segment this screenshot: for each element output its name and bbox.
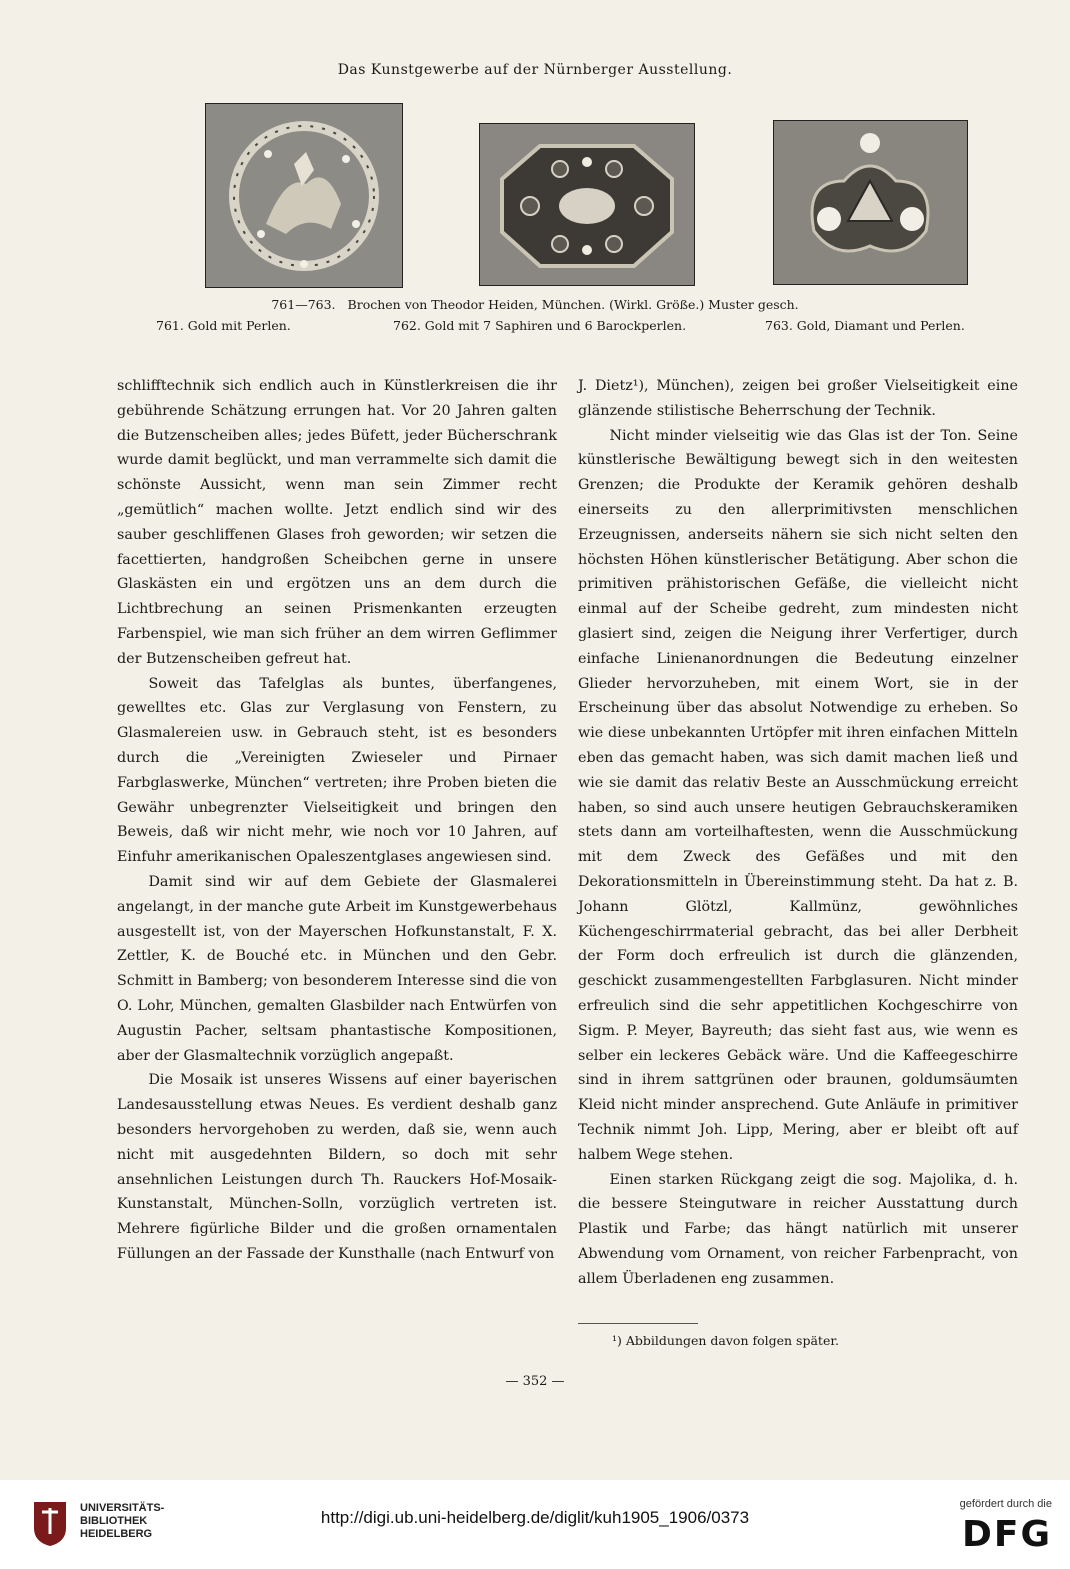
footnote-rule <box>578 1323 698 1324</box>
library-line: BIBLIOTHEK <box>80 1515 148 1527</box>
brooch-photo-763 <box>773 120 968 285</box>
caption-763: 763. Gold, Diamant und Perlen. <box>765 318 965 333</box>
caption-762: 762. Gold mit 7 Saphiren und 6 Barockperlen. <box>393 318 687 333</box>
paragraph: Damit sind wir auf dem Gebiete der Glasmalerei angelangt, in der manche gute Arbeit im Kunstgewerbehaus ausgestellt ist, von der Mayerschen Hofkunstanstalt, F. X. Zettler, K. de Bouché etc. in München und den Gebr. Schmitt in Bamberg; von besonderem Interesse sind die von O. Lohr, München, gemalten Glasbilder nach Entwürfen von Augustin Pacher, seltsam phantastische Kompositionen, aber der Glasmaltechnik vorzüglich angepaßt. <box>117 873 557 1064</box>
funding-label: gefördert durch die <box>959 1498 1052 1510</box>
footer-bar <box>0 1480 1070 1569</box>
brooch-triangle-image <box>774 121 967 284</box>
caption-761: 761. Gold mit Perlen. <box>156 318 291 333</box>
figure-caption-text: Brochen von Theodor Heiden, München. (Wirkl. Größe.) Muster gesch. <box>347 297 799 312</box>
paragraph: schlifftechnik sich endlich auch in Künstlerkreisen die ihr gebührende Schätzung errungen hat. Vor 20 Jahren galten die Butzenscheiben alles; jedes Büfett, jeder Bücherschrank wurde damit beglückt, und man verrammelte sich damit die schönste Aussicht, wenn man sein Zimmer recht „gemütlich“ machen wollte. Jetzt endlich sind wir des sauber geschliffenen Glases froh geworden; wir setzen die facettierten, handgroßen Scheibchen gerne in unsere Glaskästen ein und ergötzen uns an dem durch die Lichtbrechung an seinen Prismenkanten erzeugten Farbenspiel, wie man sich früher an dem wirren Geflimmer der Butzenscheiben gefreut hat. <box>117 378 557 667</box>
right-column <box>578 374 1018 1291</box>
paragraph: Die Mosaik ist unseres Wissens auf einer bayerischen Landesausstellung etwas Neues. Es verdient deshalb ganz besonders hervorgehoben zu werden, daß sie, wenn auch nicht mit ausgedehnten Bildern, so doch mit sehr ansehnlichen Leistungen durch Th. Rauckers Hof-Mosaik-Kunstanstalt, München-Solln, vorzüglich vertreten ist. Mehrere figürliche Bilder und die großen ornamentalen Füllungen an der Fassade der Kunsthalle (nach Entwurf von <box>117 1072 557 1262</box>
brooch-octagon-image <box>480 124 694 285</box>
running-head: Das Kunstgewerbe auf der Nürnberger Ausstellung. <box>337 62 733 78</box>
library-line: HEIDELBERG <box>80 1528 153 1540</box>
brooch-photo-762 <box>479 123 695 286</box>
paragraph: Einen starken Rückgang zeigt die sog. Majolika, d. h. die bessere Steingutware in reicher Ausstattung durch Plastik und Farbe; das hängt natürlich mit unserer Abwendung vom Ornament, von reicher Farbenpracht, von allem Überladenen eng zusammen. <box>578 1171 1018 1287</box>
footnote: ¹) Abbildungen davon folgen später. <box>612 1333 839 1348</box>
brooch-round-image <box>206 104 402 287</box>
left-column <box>117 374 557 1267</box>
source-url[interactable]: http://digi.ub.uni-heidelberg.de/diglit/kuh1905_1906/0373 <box>320 1508 750 1527</box>
figure-numbers: 761—763. <box>271 297 336 312</box>
paragraph: Nicht minder vielseitig wie das Glas ist der Ton. Seine künstlerische Bewältigung bewegt sich in den weitesten Grenzen; die Produkte der Keramik gehören deshalb einerseits zu den allerprimitivsten menschlichen Erzeugnissen, anderseits nähern sie sich nicht selten den höchsten Höhen künstlerischer Betätigung. Aber schon die primitiven prähistorischen Gefäße, die vielleicht nicht einmal auf der Scheibe gedreht, zum mindesten nicht glasiert sind, zeigen die Neigung ihrer Verfertiger, durch einfache Linienanordnungen die Bedeutung einzelner Glieder hervorzuheben, mit einem Wort, sie in der Erscheinung über das absolut Notwendige zu erheben. So wie diese unbekannten Urtöpfer mit ihren einfachen Mitteln eben das gemacht haben, was sich damit machen ließ und wie sie damit das relativ Beste an Ausschmückung erreicht haben, so sind auch unsere heutigen Gebrauchskeramiken stets dann am vorteilhaftesten, wenn die Ausschmückung mit dem Zweck des Gefäßes und mit den Dekorationsmitteln in Übereinstimmung steht. Da hat z. B. Johann Glötzl, Kallmünz, gewöhnliches Küchengeschirrmaterial gebracht, das bei aller Derbheit der Form doch erfreulich ist durch die glänzenden, geschickt zusammengestellten Farbglasuren. Nicht minder erfreulich sind die sehr appetitlichen Kochgeschirre von Sigm. P. Meyer, Bayreuth; das sieht fast aus, wie wenn es selber ein leckeres Gebäck wäre. Und die Kaffeegeschirre sind in ihrem sattgrünen oder braunen, goldumsäumten Kleid nicht minder ansprechend. Gute Anläufe in primitiver Technik nimmt Joh. Lipp, Mering, aber er bleibt oft auf halbem Wege stehen. <box>578 427 1018 1163</box>
page-number: — 352 — <box>505 1374 565 1389</box>
brooch-photo-761 <box>205 103 403 288</box>
paragraph: Soweit das Tafelglas als buntes, überfangenes, gewelltes etc. Glas zur Verglasung von Fenstern, zu Glasmalereien usw. in Gebrauch steht, ist es besonders durch die „Vereinigten Zwieseler und Pirnaer Farbglaswerke, München“ vertreten; ihre Proben bieten die Gewähr unbegrenzter Vielseitigkeit und bringen den Beweis, daß wir nicht mehr, wie noch vor 10 Jahren, auf Einfuhr amerikanischen Opaleszentglases angewiesen sind. <box>117 675 557 866</box>
figure-caption-main <box>0 297 1070 312</box>
paragraph: J. Dietz¹), München), zeigen bei großer Vielseitigkeit eine glänzende stilistische Beherrschung der Technik. <box>578 378 1018 419</box>
dfg-logo: DFG <box>961 1514 1052 1555</box>
library-line: UNIVERSITÄTS- <box>80 1502 165 1514</box>
